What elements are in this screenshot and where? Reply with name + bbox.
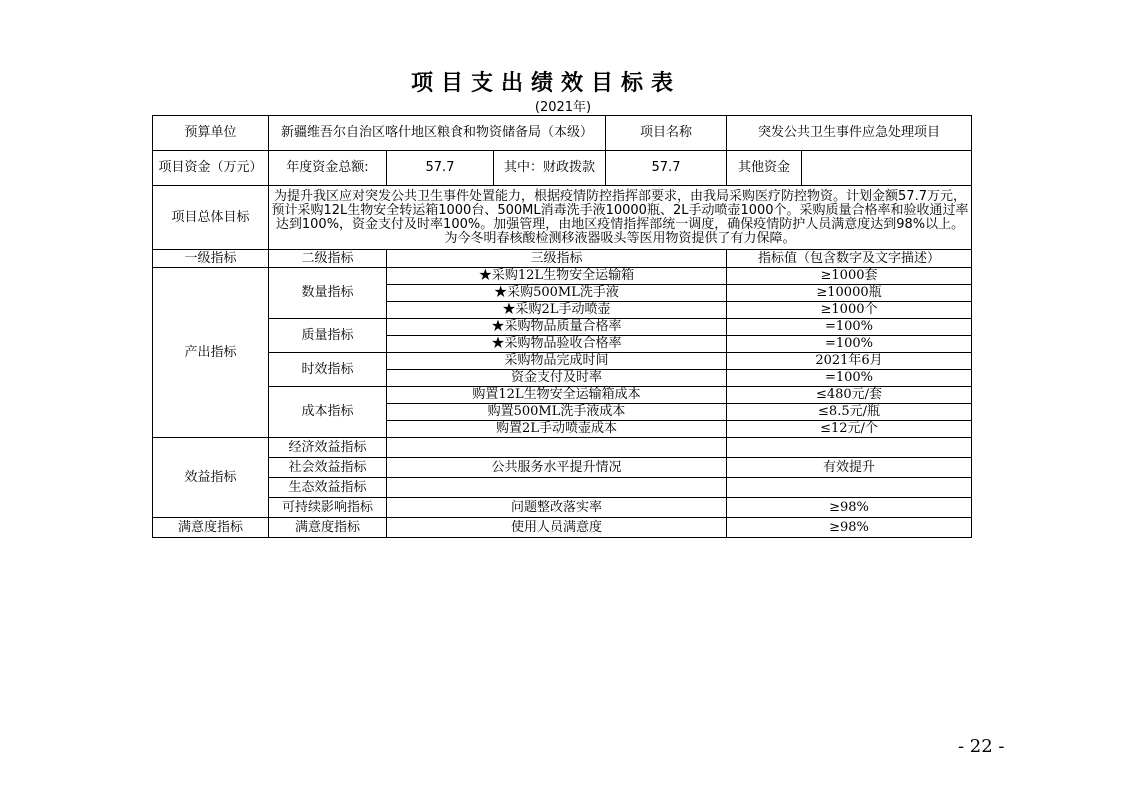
satisfaction-level2-label: 满意度指标: [269, 518, 387, 538]
funds-label: 项目资金（万元）: [153, 151, 269, 186]
page-title: 项目支出绩效目标表: [410, 71, 681, 96]
output-indicator-label: 产出指标: [153, 268, 269, 438]
table-row: [153, 458, 972, 478]
indicator-name: [387, 438, 727, 458]
indicator-name: ★采购2L手动喷壶: [387, 302, 727, 319]
indicator-name: 使用人员满意度: [387, 518, 727, 538]
table-row: [153, 438, 972, 458]
table-row: [153, 387, 972, 404]
project-name-label: 项目名称: [606, 116, 727, 151]
indicator-name: ★采购物品验收合格率: [387, 336, 727, 353]
indicator-value: ≥98%: [727, 498, 972, 518]
benefit-indicator-label: 效益指标: [153, 438, 269, 518]
funds-row: [153, 151, 972, 186]
quantity-indicator-label: 数量指标: [269, 268, 387, 319]
indicator-name: ★采购12L生物安全运输箱: [387, 268, 727, 285]
quality-indicator-label: 质量指标: [269, 319, 387, 353]
year-subtitle: (2021年): [534, 100, 592, 115]
indicator-value: 有效提升: [727, 458, 972, 478]
indicator-name: 购置2L手动喷壶成本: [387, 421, 727, 438]
table-row: [153, 268, 972, 285]
indicator-value: [727, 478, 972, 498]
indicator-value: ≤12元/个: [727, 421, 972, 438]
goal-text: 为提升我区应对突发公共卫生事件处置能力，根据疫情防控指挥部要求，由我局采购医疗防控物资。计划金额57.7万元，预计采购12L生物安全转运箱1000台、500ML消毒洗手液10000瓶、2L手动喷壶1000个。采购质量合格率和验收通过率达到100%，资金支付及时率100%。加强管理，由地区疫情指挥部统一调度，确保疫情防护人员满意度达到98%以上。为今冬明春核酸检测移液器吸头等医用物资提供了有力保障。: [269, 186, 972, 250]
indicator-value: ≥1000个: [727, 302, 972, 319]
indicator-name: [387, 478, 727, 498]
project-name-value: 突发公共卫生事件应急处理项目: [727, 116, 972, 151]
indicator-value: =100%: [727, 370, 972, 387]
indicator-name: 问题整改落实率: [387, 498, 727, 518]
indicator-value: 2021年6月: [727, 353, 972, 370]
budget-unit-value: 新疆维吾尔自治区喀什地区粮食和物资储备局（本级）: [269, 116, 606, 151]
benefit-level2-label: 生态效益指标: [269, 478, 387, 498]
header-row: [153, 250, 972, 268]
indicator-value: ≤480元/套: [727, 387, 972, 404]
benefit-level2-label: 社会效益指标: [269, 458, 387, 478]
indicator-name: 购置500ML洗手液成本: [387, 404, 727, 421]
table-row: [153, 478, 972, 498]
indicator-value: =100%: [727, 336, 972, 353]
indicator-value: ≥1000套: [727, 268, 972, 285]
benefit-level2-label: 经济效益指标: [269, 438, 387, 458]
cost-indicator-label: 成本指标: [269, 387, 387, 438]
budget-unit-label: 预算单位: [153, 116, 269, 151]
budget-unit-row: [153, 116, 972, 151]
timeliness-indicator-label: 时效指标: [269, 353, 387, 387]
goal-row: [153, 186, 972, 250]
indicator-name: 购置12L生物安全运输箱成本: [387, 387, 727, 404]
indicator-name: ★采购500ML洗手液: [387, 285, 727, 302]
goal-label: 项目总体目标: [153, 186, 269, 250]
fiscal-value: 57.7: [606, 151, 727, 186]
indicator-value: =100%: [727, 319, 972, 336]
other-funds-label: 其他资金: [727, 151, 802, 186]
indicator-name: 资金支付及时率: [387, 370, 727, 387]
performance-table: [152, 115, 972, 538]
indicator-name: ★采购物品质量合格率: [387, 319, 727, 336]
annual-total-label: 年度资金总额:: [269, 151, 387, 186]
table-row: [153, 498, 972, 518]
satisfaction-indicator-label: 满意度指标: [153, 518, 269, 538]
indicator-name: 公共服务水平提升情况: [387, 458, 727, 478]
table-row: [153, 518, 972, 538]
table-row: [153, 353, 972, 370]
table-row: [153, 319, 972, 336]
header-value: 指标值（包含数字及文字描述）: [727, 250, 972, 268]
page-number: - 22 -: [958, 736, 1005, 757]
indicator-value: ≤8.5元/瓶: [727, 404, 972, 421]
other-funds-value: [802, 151, 972, 186]
fiscal-label: 其中：财政拨款: [494, 151, 606, 186]
indicator-value: ≥10000瓶: [727, 285, 972, 302]
indicator-value: [727, 438, 972, 458]
header-level3: 三级指标: [387, 250, 727, 268]
header-level1: 一级指标: [153, 250, 269, 268]
header-level2: 二级指标: [269, 250, 387, 268]
indicator-value: ≥98%: [727, 518, 972, 538]
indicator-name: 采购物品完成时间: [387, 353, 727, 370]
benefit-level2-label: 可持续影响指标: [269, 498, 387, 518]
annual-total-value: 57.7: [387, 151, 494, 186]
